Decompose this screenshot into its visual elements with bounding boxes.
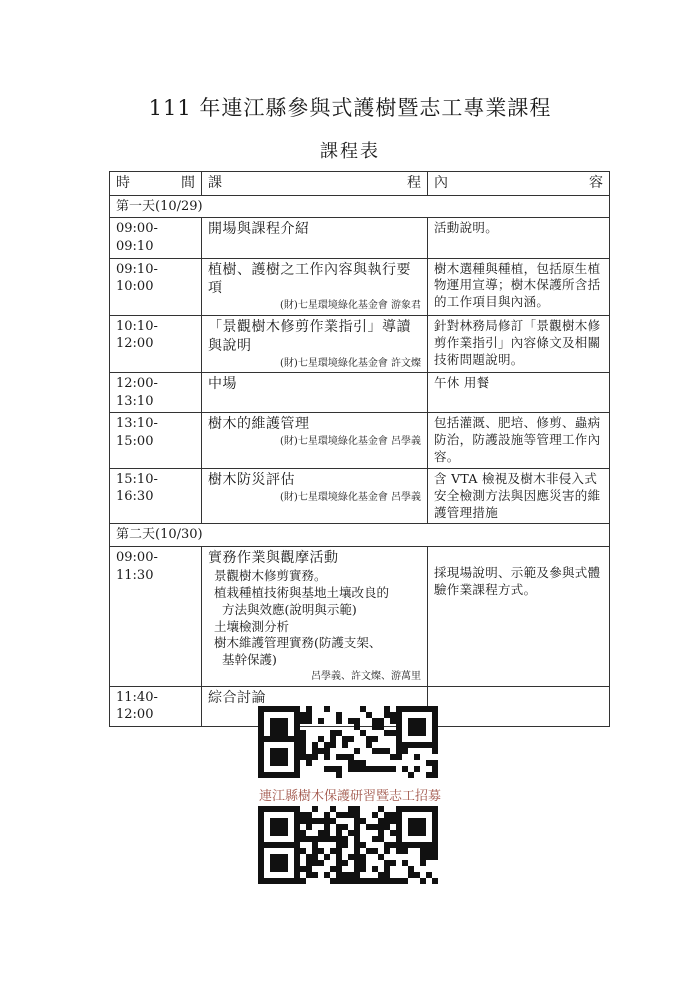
row-course: 樹木的維護管理 (財)七星環境綠化基金會 呂學義 xyxy=(202,413,428,469)
activity-item: 樹木維護管理實務(防護支架、 xyxy=(214,635,382,651)
row-content: 午休 用餐 xyxy=(428,373,610,413)
table-row xyxy=(110,546,610,686)
activity-item: 方法與效應(說明與示範) xyxy=(222,601,357,617)
header-time: 時 間 xyxy=(110,172,202,196)
document-subtitle: 課程表 xyxy=(320,141,380,162)
row-content: 活動說明。 xyxy=(428,218,610,258)
day2-label-row xyxy=(110,524,610,547)
row-speaker: (財)七星環境綠化基金會 呂學義 xyxy=(280,436,421,448)
table-row xyxy=(110,413,610,469)
qr-caption: 連江縣樹木保護研習暨志工招募 xyxy=(258,789,441,804)
activity-item: 植栽種植技術與基地土壤改良的 xyxy=(214,584,390,600)
table-header-row xyxy=(110,172,610,196)
row-course: 「景觀樹木修剪作業指引」導讀與說明 (財)七星環境綠化基金會 許文燦 xyxy=(202,315,428,372)
row-time: 12:00-13:10 xyxy=(110,373,202,413)
header-content: 內 容 xyxy=(428,172,610,196)
row-speaker: (財)七星環境綠化基金會 許文燦 xyxy=(280,357,421,369)
row-content: 針對林務局修訂「景觀樹木修剪作業指引」內容條文及相關技術問題說明。 xyxy=(428,315,610,372)
qr-code-bottom xyxy=(258,806,442,890)
row-course: 實務作業與觀摩活動 景觀樹木修剪實務。 植栽種植技術與基地土壤改良的 方法與效應(說明與示範) 土壤檢測分析 樹木維護管理實務(防護支架、 基幹保護) 呂學義、許文燦、游萬里 xyxy=(202,546,428,686)
row-speaker: (財)七星環境綠化基金會 呂學義 xyxy=(280,491,421,503)
row-time: 09:00-09:10 xyxy=(110,218,202,258)
table-row xyxy=(110,468,610,524)
table-row xyxy=(110,315,610,372)
row-content: 樹木選種與種植，包括原生植物運用宣導；樹木保護所含括的工作項目與內涵。 xyxy=(428,258,610,315)
row-content: 採現場說明、示範及參與式體驗作業課程方式。 xyxy=(428,546,610,686)
header-course: 課 程 xyxy=(202,172,428,196)
row-time: 11:40-12:00 xyxy=(110,686,202,726)
row-time: 13:10-15:00 xyxy=(110,413,202,469)
document-title: 111 年連江縣參與式護樹暨志工專業課程 xyxy=(148,96,552,120)
activity-item: 基幹保護) xyxy=(222,652,277,668)
activity-item: 景觀樹木修剪實務。 xyxy=(214,567,327,583)
row-time: 10:10-12:00 xyxy=(110,315,202,372)
qr-code-top xyxy=(258,706,442,784)
row-content: 包括灌溉、肥培、修剪、蟲病防治，防護設施等管理工作內容。 xyxy=(428,413,610,469)
row-course: 植樹、護樹之工作內容與執行要項 (財)七星環境綠化基金會 游象君 xyxy=(202,258,428,315)
row-course: 綜合討論 xyxy=(202,686,428,726)
day2-label: 第二天(10/30) xyxy=(110,524,610,547)
row-time: 15:10-16:30 xyxy=(110,468,202,524)
day1-label-row xyxy=(110,195,610,218)
row-course: 開場與課程介紹 xyxy=(202,218,428,258)
row-time: 09:00-11:30 xyxy=(110,546,202,686)
row-time: 09:10-10:00 xyxy=(110,258,202,315)
row-speaker: (財)七星環境綠化基金會 游象君 xyxy=(280,300,421,312)
table-row xyxy=(110,218,610,258)
day1-label: 第一天(10/29) xyxy=(110,195,610,218)
table-row xyxy=(110,258,610,315)
activity-item: 土壤檢測分析 xyxy=(214,618,290,634)
row-course: 樹木防災評估 (財)七星環境綠化基金會 呂學義 xyxy=(202,468,428,524)
row-content: 含 VTA 檢視及樹木非侵入式安全檢測方法與因應災害的維護管理措施 xyxy=(428,468,610,524)
table-row xyxy=(110,373,610,413)
row-course: 中場 xyxy=(202,373,428,413)
schedule-table xyxy=(109,171,610,727)
row-speaker: 呂學義、許文燦、游萬里 xyxy=(311,671,421,683)
row-content xyxy=(428,686,610,726)
